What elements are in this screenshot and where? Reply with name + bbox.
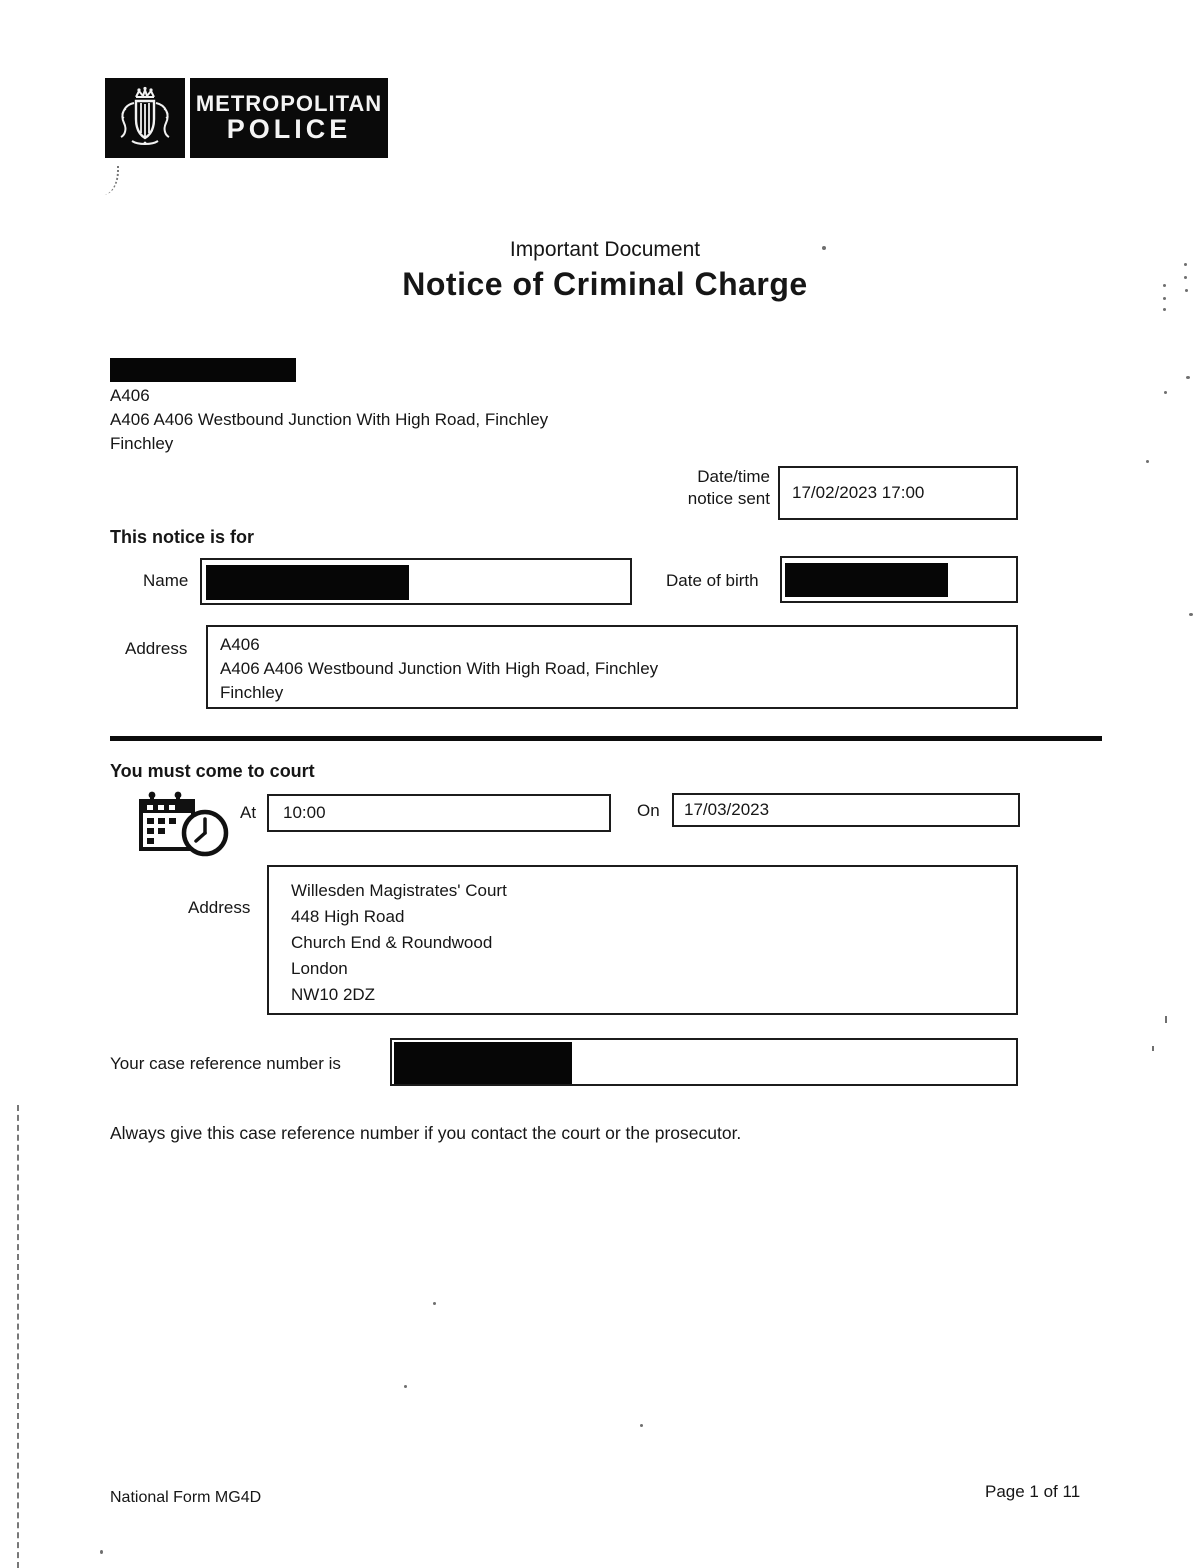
scan-artifact bbox=[1186, 376, 1190, 379]
redaction-bar-name bbox=[206, 565, 409, 600]
court-address-box bbox=[267, 865, 1018, 1015]
notice-address-line: A406 bbox=[220, 635, 260, 654]
case-reference-label: Your case reference number is bbox=[110, 1054, 341, 1073]
court-address-line: London bbox=[291, 959, 348, 978]
notice-address-box bbox=[206, 625, 1018, 709]
notice-sent-value-box bbox=[778, 466, 1018, 520]
scan-artifact bbox=[1163, 308, 1166, 311]
court-address-line: NW10 2DZ bbox=[291, 985, 376, 1004]
page-number: Page 1 of 11 bbox=[985, 1482, 1081, 1501]
section-divider bbox=[110, 736, 1102, 741]
scan-artifact bbox=[1163, 284, 1166, 287]
form-name: National Form MG4D bbox=[110, 1489, 262, 1506]
court-address-line: Willesden Magistrates' Court bbox=[291, 881, 507, 900]
court-date-value: 17/03/2023 bbox=[684, 800, 770, 819]
scan-artifact bbox=[404, 1385, 407, 1388]
document-title: Notice of Criminal Charge bbox=[402, 266, 808, 302]
court-on-label: On bbox=[637, 801, 660, 820]
scan-artifact bbox=[1189, 613, 1193, 616]
name-label: Name bbox=[143, 571, 189, 590]
scan-artifact bbox=[1146, 460, 1149, 463]
scan-artifact bbox=[433, 1302, 436, 1305]
dob-label: Date of birth bbox=[666, 571, 759, 590]
court-time-box bbox=[267, 794, 611, 832]
name-field-box bbox=[200, 558, 632, 605]
court-time-value: 10:00 bbox=[283, 803, 326, 822]
notice-for-heading: This notice is for bbox=[110, 527, 255, 547]
document-subtitle: Important Document bbox=[509, 238, 701, 261]
redaction-bar-dob bbox=[785, 563, 948, 597]
notice-sent-label: Date/time notice sent bbox=[687, 467, 770, 508]
met-police-logo bbox=[105, 78, 388, 158]
recipient-address-block bbox=[110, 358, 548, 456]
recipient-address-line: A406 bbox=[110, 386, 150, 405]
scan-artifact bbox=[822, 246, 826, 250]
case-reference-box bbox=[390, 1038, 1018, 1086]
court-heading: You must come to court bbox=[110, 761, 315, 781]
scan-artifact bbox=[1185, 289, 1188, 292]
notice-sent-value: 17/02/2023 17:00 bbox=[792, 483, 925, 502]
court-address-label: Address bbox=[188, 898, 251, 917]
recipient-address-line: A406 A406 Westbound Junction With High Road, Finchley bbox=[110, 410, 549, 429]
scan-artifact bbox=[640, 1424, 643, 1427]
notice-address-line: A406 A406 Westbound Junction With High Road, Finchley bbox=[220, 659, 659, 678]
notice-address-label: Address bbox=[125, 639, 188, 658]
notice-address-line: Finchley bbox=[220, 683, 284, 702]
calendar-clock-icon bbox=[138, 791, 238, 862]
court-address-line: Church End & Roundwood bbox=[291, 933, 493, 952]
court-address-line: 448 High Road bbox=[291, 907, 405, 926]
logo-line-1: METROPOLITAN bbox=[195, 91, 383, 117]
dob-field-box bbox=[780, 556, 1018, 603]
recipient-address-line: Finchley bbox=[110, 434, 174, 453]
case-reference-note: Always give this case reference number if you contact the court or the prosecutor. bbox=[110, 1123, 742, 1143]
scan-artifact bbox=[1184, 263, 1187, 266]
scan-artifact bbox=[1165, 1016, 1167, 1023]
metropolitan-police-crest-icon bbox=[105, 78, 185, 158]
scan-artifact bbox=[17, 1105, 19, 1568]
redaction-bar-case-reference bbox=[394, 1042, 572, 1084]
scan-artifact bbox=[99, 165, 119, 195]
met-police-logo-text bbox=[190, 78, 388, 158]
court-at-label: At bbox=[240, 803, 257, 822]
redaction-bar-recipient-name bbox=[110, 358, 296, 382]
logo-line-2: POLICE bbox=[226, 114, 352, 145]
scan-artifact bbox=[1184, 276, 1187, 279]
court-date-box bbox=[672, 793, 1020, 827]
scan-artifact bbox=[100, 1550, 103, 1554]
scan-artifact bbox=[1163, 297, 1166, 300]
scan-artifact bbox=[1164, 391, 1167, 394]
scan-artifact bbox=[1152, 1046, 1154, 1051]
